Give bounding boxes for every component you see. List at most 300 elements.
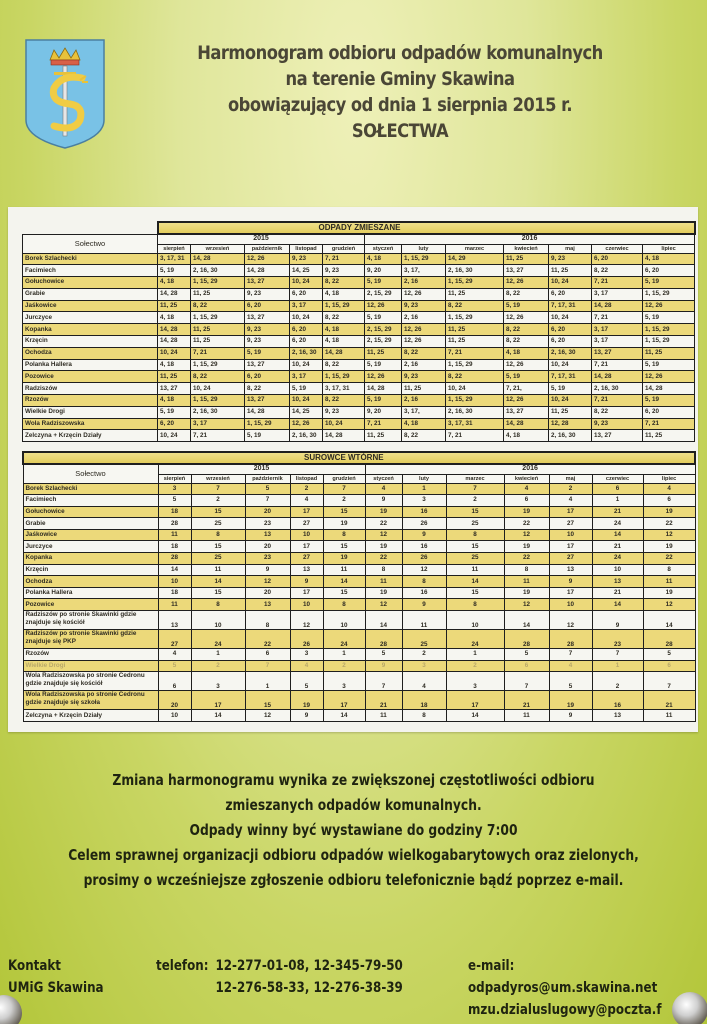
pickup-dates-cell: 20 [245,506,290,518]
pickup-dates-cell: 5, 19 [245,347,290,359]
pickup-dates-cell: 14 [158,564,191,576]
pickup-dates-cell: 6 [643,495,695,507]
table-row [23,483,695,495]
solectwo-name: Borek Szlachecki [23,253,158,265]
month-header: grudzień [323,244,365,253]
pickup-dates-cell: 9 [549,710,592,722]
pickup-dates-cell: 20 [245,541,290,553]
solectwo-name: Wielkie Drogi [23,406,158,418]
pickup-dates-cell: 11, 25 [504,253,549,265]
pickup-dates-cell: 5 [245,483,290,495]
table-row [23,672,695,691]
month-header: lipiec [643,474,695,483]
pickup-dates-cell: 3, 17 [592,324,643,336]
pickup-dates-cell: 18 [402,691,446,710]
solectwo-name: Jurczyce [23,541,158,553]
pickup-dates-cell: 6, 20 [245,371,290,383]
pickup-dates-cell: 2 [191,660,245,672]
pickup-dates-cell: 23 [592,630,643,649]
pickup-dates-cell: 11 [365,710,402,722]
solectwo-name: Jaśkowice [23,300,158,312]
pickup-dates-cell: 2, 16, 30 [191,406,245,418]
pickup-dates-cell: 1, 15, 29 [402,253,446,265]
solectwo-name: Radziszów po stronie Skawinki gdzie znajduje się kościół [23,611,158,630]
pickup-dates-cell: 16 [402,506,446,518]
pickup-dates-cell: 13 [245,529,290,541]
pickup-dates-cell: 4, 18 [402,418,446,430]
pickup-dates-cell: 24 [323,630,365,649]
pickup-dates-cell: 4, 18 [504,347,549,359]
contact-emails [468,955,696,1021]
pickup-dates-cell: 6, 20 [290,288,323,300]
pickup-dates-cell: 2, 16, 30 [290,347,323,359]
pickup-dates-cell: 1 [592,495,643,507]
pickup-dates-cell: 4, 18 [504,430,549,442]
pickup-dates-cell: 8, 22 [592,265,643,277]
pickup-dates-cell: 7, 21 [592,359,643,371]
pickup-dates-cell: 2 [446,660,504,672]
pickup-dates-cell: 22 [643,518,695,530]
contact-label [8,955,120,999]
pickup-dates-cell: 6 [504,660,549,672]
pickup-dates-cell: 19 [365,506,402,518]
pickup-dates-cell: 10 [592,564,643,576]
pickup-dates-cell: 8, 22 [446,300,504,312]
pickup-dates-cell: 5, 19 [643,359,695,371]
year-header-2015: 2015 [158,234,365,244]
year-header-2015: 2015 [158,464,365,474]
pickup-dates-cell: 7, 21 [365,418,402,430]
pickup-dates-cell: 20 [158,691,191,710]
pickup-dates-cell: 11 [365,576,402,588]
pickup-dates-cell: 21 [504,691,549,710]
pickup-dates-cell: 8, 22 [446,371,504,383]
pickup-dates-cell: 1, 15, 29 [643,336,695,348]
pickup-dates-cell: 10, 24 [158,430,191,442]
table-row [23,541,695,553]
pickup-dates-cell: 7 [245,495,290,507]
pickup-dates-cell: 21 [592,541,643,553]
pickup-dates-cell: 7, 21 [592,395,643,407]
pickup-dates-cell: 4 [504,483,549,495]
pickup-dates-cell: 13, 27 [245,359,290,371]
table-row [23,576,695,588]
pickup-dates-cell: 14, 28 [158,288,191,300]
recyclables-title: SUROWCE WTÓRNE [23,452,695,464]
column-header-solectwo: Sołectwo [23,234,158,253]
pickup-dates-cell: 15 [245,691,290,710]
pickup-dates-cell: 12 [504,529,549,541]
pickup-dates-cell: 9, 23 [549,253,592,265]
pickup-dates-cell: 19 [323,518,365,530]
pickup-dates-cell: 14 [365,611,402,630]
pickup-dates-cell: 12 [365,599,402,611]
solectwo-name: Rzozów [23,395,158,407]
mixed-waste-table [22,221,696,442]
pickup-dates-cell: 6 [643,660,695,672]
table-row [23,418,695,430]
pickup-dates-cell: 1, 15, 29 [446,277,504,289]
pickup-dates-cell: 3, 17 [290,300,323,312]
pickup-dates-cell: 2 [549,483,592,495]
solectwo-name: Ochodza [23,347,158,359]
pickup-dates-cell: 13, 27 [592,347,643,359]
month-header: czerwiec [592,474,643,483]
month-header: sierpień [158,474,191,483]
pickup-dates-cell: 24 [191,630,245,649]
pickup-dates-cell: 1 [323,649,365,661]
pickup-dates-cell: 5, 19 [365,312,402,324]
pickup-dates-cell: 25 [191,518,245,530]
pickup-dates-cell: 5, 19 [365,359,402,371]
pickup-dates-cell: 12 [643,599,695,611]
pickup-dates-cell: 8, 22 [504,324,549,336]
pickup-dates-cell: 26 [290,630,323,649]
pickup-dates-cell: 27 [290,553,323,565]
pickup-dates-cell: 8, 22 [323,395,365,407]
pickup-dates-cell: 25 [446,553,504,565]
coat-of-arms-icon [24,38,106,150]
pickup-dates-cell: 12, 26 [504,312,549,324]
pickup-dates-cell: 7, 21 [191,430,245,442]
pickup-dates-cell: 7, 21 [323,253,365,265]
title-line-2: na terenie Gminy Skawina [285,68,515,90]
pickup-dates-cell: 4, 18 [643,253,695,265]
pickup-dates-cell: 19 [290,691,323,710]
pickup-dates-cell: 14 [592,529,643,541]
month-header: luty [402,244,446,253]
pickup-dates-cell: 14 [323,576,365,588]
pickup-dates-cell: 7, 21 [592,277,643,289]
pickup-dates-cell: 5, 19 [549,383,592,395]
pickup-dates-cell: 12 [549,611,592,630]
pickup-dates-cell: 2, 16 [402,277,446,289]
pickup-dates-cell: 8, 22 [592,406,643,418]
email-link-2[interactable]: mzu.dzialuslugowy@poczta.f [468,1002,662,1018]
pickup-dates-cell: 21 [643,691,695,710]
pickup-dates-cell: 12 [245,710,290,722]
pickup-dates-cell: 12, 26 [504,277,549,289]
pickup-dates-cell: 6, 20 [290,324,323,336]
pickup-dates-cell: 12, 26 [504,359,549,371]
pickup-dates-cell: 8, 22 [504,336,549,348]
table-row [23,265,695,277]
pickup-dates-cell: 9, 23 [290,253,323,265]
pickup-dates-cell: 3, 17, 31 [446,418,504,430]
pickup-dates-cell: 8, 22 [323,277,365,289]
pickup-dates-cell: 14, 28 [323,347,365,359]
pickup-dates-cell: 1, 15, 29 [191,277,245,289]
pickup-dates-cell: 10, 24 [158,347,191,359]
pickup-dates-cell: 24 [592,518,643,530]
pickup-dates-cell: 7 [323,483,365,495]
pickup-dates-cell: 4 [549,495,592,507]
pickup-dates-cell: 4, 18 [158,312,191,324]
pickup-dates-cell: 8 [446,529,504,541]
pickup-dates-cell: 13 [549,564,592,576]
pickup-dates-cell: 19 [549,691,592,710]
pickup-dates-cell: 22 [504,553,549,565]
pickup-dates-cell: 4, 18 [323,336,365,348]
pickup-dates-cell: 1, 15, 29 [323,300,365,312]
solectwo-name: Facimiech [23,265,158,277]
pickup-dates-cell: 15 [446,541,504,553]
solectwo-name: Grabie [23,288,158,300]
email-link-1[interactable]: odpadyros@um.skawina.net [468,980,658,996]
table-row [23,288,695,300]
pickup-dates-cell: 11, 25 [191,324,245,336]
solectwo-name: Wielkie Drogi [23,660,158,672]
title-line-1: Harmonogram odbioru odpadów komunalnych [197,42,603,64]
pickup-dates-cell: 9, 20 [365,265,402,277]
pickup-dates-cell: 7, 21 [643,418,695,430]
pickup-dates-cell: 4, 18 [365,253,402,265]
pickup-dates-cell: 12 [643,529,695,541]
pickup-dates-cell: 2, 16, 30 [592,383,643,395]
pickup-dates-cell: 10 [446,611,504,630]
pickup-dates-cell: 9 [290,576,323,588]
pickup-dates-cell: 10 [549,529,592,541]
pickup-dates-cell: 25 [402,630,446,649]
pickup-dates-cell: 7, 21 [446,347,504,359]
pickup-dates-cell: 3 [446,672,504,691]
pickup-dates-cell: 11 [191,564,245,576]
pickup-dates-cell: 9, 23 [245,336,290,348]
table-row [23,383,695,395]
pickup-dates-cell: 4 [290,660,323,672]
pickup-dates-cell: 1, 15, 29 [245,418,290,430]
pickup-dates-cell: 28 [504,630,549,649]
pickup-dates-cell: 13, 27 [504,406,549,418]
pickup-dates-cell: 8, 22 [402,347,446,359]
phone-numbers-line-1[interactable]: 12-277-01-08, 12-345-79-50 [215,958,403,974]
pickup-dates-cell: 12, 26 [402,288,446,300]
pickup-dates-cell: 8, 22 [245,383,290,395]
pickup-dates-cell: 5, 19 [643,395,695,407]
pickup-dates-cell: 10 [191,611,245,630]
solectwo-name: Rzozów [23,649,158,661]
solectwo-name: Wola Radziszowska po stronie Cedronu gdzie znajduje się kościół [23,672,158,691]
pickup-dates-cell: 7, 21 [592,312,643,324]
pickup-dates-cell: 12, 26 [402,324,446,336]
pickup-dates-cell: 8, 22 [323,359,365,371]
pickup-dates-cell: 6, 20 [643,406,695,418]
pickup-dates-cell: 19 [643,541,695,553]
pickup-dates-cell: 26 [402,553,446,565]
solectwo-name: Radziszów [23,383,158,395]
pickup-dates-cell: 16 [592,691,643,710]
pickup-dates-cell: 12 [290,611,323,630]
pickup-dates-cell: 3 [402,495,446,507]
pickup-dates-cell: 6, 20 [549,336,592,348]
month-header: październik [245,474,290,483]
pickup-dates-cell: 8 [323,529,365,541]
month-header: październik [245,244,290,253]
pickup-dates-cell: 11 [446,564,504,576]
pickup-dates-cell: 27 [549,553,592,565]
pickup-dates-cell: 1 [402,483,446,495]
mounting-stud-icon [0,995,22,1024]
table-row [23,406,695,418]
pickup-dates-cell: 28 [158,518,191,530]
pickup-dates-cell: 3 [191,672,245,691]
pickup-dates-cell: 2 [191,495,245,507]
pickup-dates-cell: 5 [643,649,695,661]
pickup-dates-cell: 17 [191,691,245,710]
pickup-dates-cell: 17 [446,691,504,710]
pickup-dates-cell: 13 [158,611,191,630]
pickup-dates-cell: 13 [245,599,290,611]
pickup-dates-cell: 7, 21, [504,383,549,395]
pickup-dates-cell: 12, 26 [290,418,323,430]
pickup-dates-cell: 23 [245,518,290,530]
pickup-dates-cell: 6, 20 [245,300,290,312]
email-label: e-mail: [468,958,515,974]
pickup-dates-cell: 28 [549,630,592,649]
pickup-dates-cell: 10, 24 [290,395,323,407]
solectwo-name: Jurczyce [23,312,158,324]
pickup-dates-cell: 11, 25 [158,371,191,383]
pickup-dates-cell: 19 [365,541,402,553]
pickup-dates-cell: 20 [245,587,290,599]
pickup-dates-cell: 4, 18 [158,395,191,407]
pickup-dates-cell: 9, 23 [245,324,290,336]
pickup-dates-cell: 1, 15, 29 [446,395,504,407]
pickup-dates-cell: 12, 26 [365,371,402,383]
pickup-dates-cell: 9 [402,529,446,541]
pickup-dates-cell: 8, 22 [504,288,549,300]
pickup-dates-cell: 13 [592,710,643,722]
pickup-dates-cell: 14, 28 [191,253,245,265]
pickup-dates-cell: 9 [402,599,446,611]
pickup-dates-cell: 7, 21 [446,430,504,442]
pickup-dates-cell: 22 [245,630,290,649]
pickup-dates-cell: 5 [504,649,549,661]
pickup-dates-cell: 9 [592,611,643,630]
pickup-dates-cell: 14 [446,576,504,588]
table-row [23,324,695,336]
pickup-dates-cell: 11, 25 [549,265,592,277]
pickup-dates-cell: 4 [158,649,191,661]
pickup-dates-cell: 4 [290,495,323,507]
pickup-dates-cell: 17 [290,587,323,599]
month-header: marzec [446,244,504,253]
pickup-dates-cell: 12 [365,529,402,541]
pickup-dates-cell: 8 [191,529,245,541]
pickup-dates-cell: 15 [323,506,365,518]
pickup-dates-cell: 13, 27 [592,430,643,442]
pickup-dates-cell: 2, 16, 30 [446,406,504,418]
pickup-dates-cell: 4 [549,660,592,672]
month-header: kwiecień [504,474,549,483]
pickup-dates-cell: 2 [402,649,446,661]
pickup-dates-cell: 2, 16, 30 [549,430,592,442]
pickup-dates-cell: 14, 28 [323,430,365,442]
table-row [23,300,695,312]
pickup-dates-cell: 13, 27 [245,277,290,289]
pickup-dates-cell: 28 [643,630,695,649]
notice-line: zmieszanych odpadów komunalnych. [225,796,482,814]
solectwo-name: Krzęcin [23,564,158,576]
pickup-dates-cell: 21 [592,587,643,599]
pickup-dates-cell: 7, 21 [191,347,245,359]
pickup-dates-cell: 19 [323,553,365,565]
pickup-dates-cell: 4 [402,672,446,691]
pickup-dates-cell: 18 [158,541,191,553]
table-row [23,553,695,565]
pickup-dates-cell: 7 [191,483,245,495]
pickup-dates-cell: 11 [323,564,365,576]
solectwo-name: Facimiech [23,495,158,507]
pickup-dates-cell: 3, 17, 31 [158,253,191,265]
pickup-dates-cell: 11 [158,529,191,541]
pickup-dates-cell: 19 [643,506,695,518]
pickup-dates-cell: 2, 15, 29 [365,324,402,336]
month-header: kwiecień [504,244,549,253]
table-row [23,277,695,289]
contact-phones [156,955,446,999]
pickup-dates-cell: 4, 18 [158,359,191,371]
pickup-dates-cell: 1, 15, 29 [643,288,695,300]
month-header: marzec [446,474,504,483]
pickup-dates-cell: 19 [504,541,549,553]
table-row [23,518,695,530]
pickup-dates-cell: 24 [446,630,504,649]
pickup-dates-cell: 2 [446,495,504,507]
pickup-dates-cell: 8 [245,611,290,630]
table-row [23,253,695,265]
pickup-dates-cell: 11, 25 [446,288,504,300]
pickup-dates-cell: 5, 19 [290,383,323,395]
pickup-dates-cell: 10 [549,599,592,611]
pickup-dates-cell: 8, 22 [402,430,446,442]
pickup-dates-cell: 5 [290,672,323,691]
pickup-dates-cell: 6 [504,495,549,507]
pickup-dates-cell: 12, 26 [504,395,549,407]
pickup-dates-cell: 9 [290,710,323,722]
pickup-dates-cell: 13, 27 [158,383,191,395]
pickup-dates-cell: 12, 26 [245,253,290,265]
pickup-dates-cell: 25 [446,518,504,530]
table-row [23,371,695,383]
pickup-dates-cell: 7 [549,649,592,661]
pickup-dates-cell: 6, 20 [158,418,191,430]
pickup-dates-cell: 14, 28 [592,300,643,312]
pickup-dates-cell: 19 [504,587,549,599]
pickup-dates-cell: 3, 17 [592,288,643,300]
pickup-dates-cell: 11, 25 [446,336,504,348]
phone-numbers-line-2[interactable]: 12-276-58-33, 12-276-38-39 [215,980,403,996]
pickup-dates-cell: 27 [549,518,592,530]
title-line-4: SOŁECTWA [351,120,449,142]
pickup-dates-cell: 14, 28 [245,265,290,277]
pickup-dates-cell: 12, 26 [365,300,402,312]
table-row [23,430,695,442]
pickup-dates-cell: 25 [191,553,245,565]
pickup-dates-cell: 7 [245,660,290,672]
pickup-dates-cell: 14, 28 [592,371,643,383]
pickup-dates-cell: 17 [549,541,592,553]
pickup-dates-cell: 1, 15, 29 [643,324,695,336]
pickup-dates-cell: 14 [191,710,245,722]
pickup-dates-cell: 5, 19 [245,430,290,442]
pickup-dates-cell: 9, 23 [592,418,643,430]
pickup-dates-cell: 14 [643,611,695,630]
pickup-dates-cell: 4 [643,483,695,495]
table-row [23,506,695,518]
pickup-dates-cell: 17 [323,691,365,710]
pickup-dates-cell: 11, 25 [446,324,504,336]
